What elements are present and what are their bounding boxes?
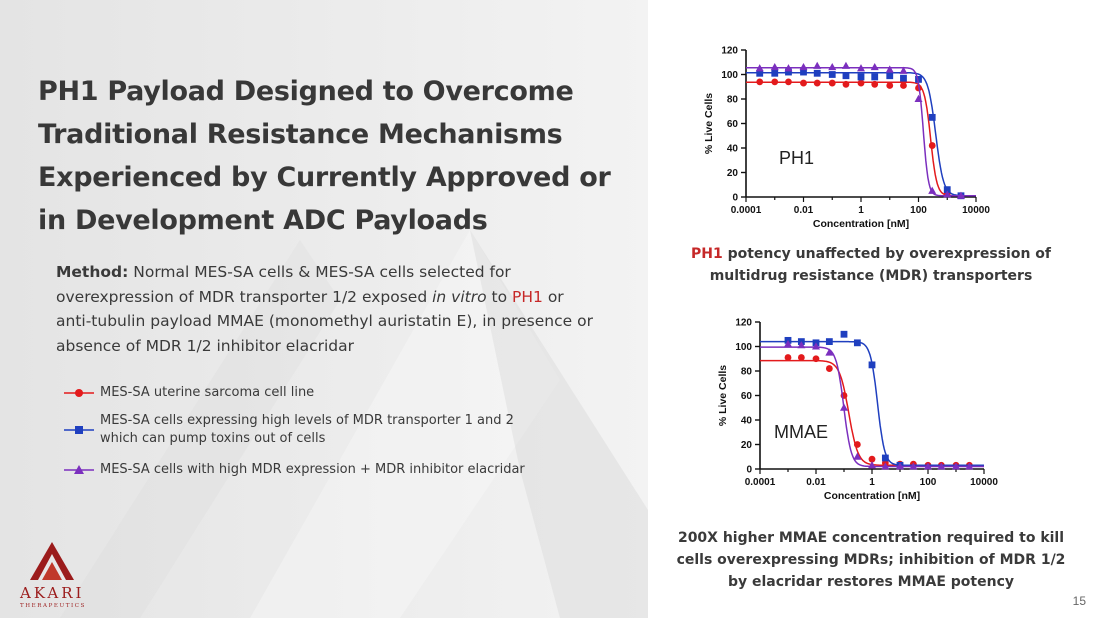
series-1-point-7 xyxy=(882,455,889,462)
method-text-3: or anti-tubulin payload MMAE (monomethyl auristatin E), in presence or absence of MDR 1/2 inhibitor elacridar xyxy=(56,287,593,355)
series-0-point-0 xyxy=(785,354,792,361)
series-1-point-10 xyxy=(900,75,907,82)
x-tick-label-3: 100 xyxy=(919,477,937,488)
y-tick-label-6: 120 xyxy=(735,317,752,329)
series-0-point-2 xyxy=(785,78,792,85)
y-axis-label: % Live Cells xyxy=(717,364,729,427)
x-tick-label-3: 100 xyxy=(910,205,927,216)
y-tick-label-6: 120 xyxy=(721,45,738,57)
series-1-point-4 xyxy=(814,70,821,77)
series-1-curve xyxy=(746,73,976,196)
series-2-point-1 xyxy=(771,63,779,70)
legend-label-normal: MES-SA uterine sarcoma cell line xyxy=(100,385,315,400)
logo-name: AKARI xyxy=(20,584,85,602)
series-0-point-3 xyxy=(826,365,833,372)
chart-ph1 xyxy=(690,38,1020,270)
legend-marker-triangle xyxy=(62,461,96,479)
series-0-point-5 xyxy=(829,80,836,87)
series-0-point-0 xyxy=(756,78,763,85)
legend-label-elacridar: MES-SA cells with high MDR expression + MDR inhibitor elacridar xyxy=(100,462,525,477)
x-axis-label: Concentration [nM] xyxy=(823,490,921,502)
series-0-point-8 xyxy=(871,81,878,88)
series-0-point-9 xyxy=(886,82,893,89)
legend-item-elacridar xyxy=(62,461,532,479)
chart-label: PH1 xyxy=(779,148,815,168)
series-1-point-4 xyxy=(841,331,848,338)
y-tick-label-1: 20 xyxy=(726,168,738,179)
series-0-curve xyxy=(760,361,984,466)
y-tick-label-3: 60 xyxy=(726,119,738,130)
series-1-point-6 xyxy=(843,72,850,79)
series-0-curve xyxy=(746,82,976,196)
series-0-point-6 xyxy=(843,81,850,88)
series-0-point-5 xyxy=(854,441,861,448)
series-0-point-10 xyxy=(900,82,907,89)
series-0-point-2 xyxy=(813,355,820,362)
page-number: 15 xyxy=(1072,594,1086,608)
series-0-point-1 xyxy=(798,354,805,361)
series-1-point-5 xyxy=(854,339,861,346)
chart-mmae xyxy=(700,312,1030,512)
series-1-point-12 xyxy=(929,114,936,121)
series-0-point-12 xyxy=(929,142,936,149)
method-text-italic: in vitro xyxy=(432,287,487,306)
series-0-point-4 xyxy=(814,80,821,87)
series-1-point-8 xyxy=(871,74,878,81)
x-tick-label-4: 10000 xyxy=(962,205,990,216)
y-tick-label-0: 0 xyxy=(746,464,752,476)
series-2-point-11 xyxy=(915,95,923,102)
y-tick-label-2: 40 xyxy=(740,415,752,427)
y-tick-label-4: 80 xyxy=(726,94,738,106)
x-axis-label: Concentration [nM] xyxy=(812,218,910,230)
legend-label-mdr: MES-SA cells expressing high levels of MDR transporter 1 and 2 which can pump toxins out of cells xyxy=(100,413,514,446)
legend-item-mdr xyxy=(62,412,532,448)
x-tick-label-1: 0.01 xyxy=(793,205,814,216)
method-description xyxy=(56,260,596,358)
y-tick-label-5: 100 xyxy=(721,70,738,81)
series-1-point-9 xyxy=(886,72,893,79)
series-1-point-1 xyxy=(771,70,778,77)
y-axis-label: % Live Cells xyxy=(703,92,715,155)
method-text-1: Normal MES-SA cells & MES-SA cells selected for overexpression of MDR transporter 1/2 exposed xyxy=(56,263,511,306)
series-2-point-8 xyxy=(871,63,879,70)
series-0-point-1 xyxy=(771,78,778,85)
series-1-point-3 xyxy=(826,338,833,345)
series-1-point-6 xyxy=(869,361,876,368)
legend-marker-circle xyxy=(62,384,96,402)
x-tick-label-4: 10000 xyxy=(970,477,998,488)
method-label: Method: xyxy=(56,263,129,281)
y-tick-label-2: 40 xyxy=(726,143,738,155)
series-2-point-6 xyxy=(842,62,850,69)
series-0-point-3 xyxy=(800,80,807,87)
y-tick-label-1: 20 xyxy=(740,440,752,451)
series-1-point-5 xyxy=(829,71,836,78)
slide-title: PH1 Payload Designed to Overcome Traditional Resistance Mechanisms Experienced by Currently Approved or in Development ADC Payloads xyxy=(38,76,611,236)
y-tick-label-4: 80 xyxy=(740,366,752,378)
caption-mmae: 200X higher MMAE concentration required to kill cells overexpressing MDRs; inhibition of MDR 1/2 by elacridar restores MMAE potency xyxy=(676,530,1066,590)
method-text-2: to xyxy=(486,287,513,306)
series-2-point-4 xyxy=(813,62,821,69)
chart-label: MMAE xyxy=(774,422,828,442)
series-0-point-7 xyxy=(858,80,865,87)
series-2-point-9 xyxy=(886,65,894,72)
x-tick-label-2: 1 xyxy=(858,205,864,216)
x-tick-label-0: 0.0001 xyxy=(730,205,762,216)
y-tick-label-0: 0 xyxy=(732,192,738,204)
legend-item-normal xyxy=(62,384,532,402)
y-tick-label-5: 100 xyxy=(735,342,752,353)
logo-subtitle: THERAPEUTICS xyxy=(20,603,86,609)
x-tick-label-0: 0.0001 xyxy=(744,477,776,488)
y-tick-label-3: 60 xyxy=(740,391,752,402)
series-2-point-3 xyxy=(800,63,808,70)
series-2-curve xyxy=(746,68,976,196)
method-highlight: PH1 xyxy=(512,287,543,306)
caption-ph1 xyxy=(676,243,1066,287)
legend-marker-square xyxy=(62,412,96,448)
series-1-point-7 xyxy=(858,74,865,81)
series-2-point-5 xyxy=(828,63,836,70)
x-tick-label-1: 0.01 xyxy=(806,477,826,488)
x-tick-label-2: 1 xyxy=(869,477,875,488)
caption-ph1-highlight: PH1 xyxy=(690,246,723,262)
caption-ph1-text: potency unaffected by overexpression of multidrug resistance (MDR) transporters xyxy=(709,246,1052,284)
